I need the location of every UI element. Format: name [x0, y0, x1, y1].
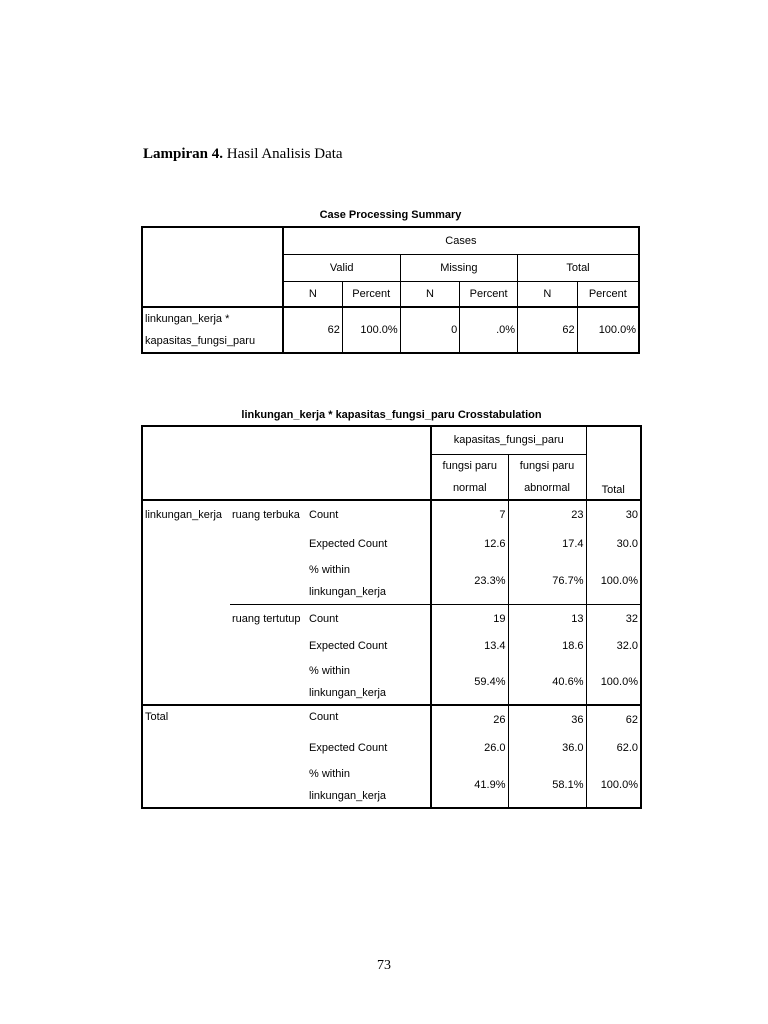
- crosstab-cell: 100.0%: [586, 762, 641, 808]
- cps-total-percent: 100.0%: [577, 307, 639, 353]
- cps-missing-percent: .0%: [460, 307, 518, 353]
- crosstab-empty-cell: [142, 529, 230, 558]
- crosstab-stat-percent: [307, 762, 431, 808]
- crosstab-empty-cell: [142, 604, 230, 705]
- cps-missing-header: Missing: [400, 254, 517, 281]
- crosstab-col-normal-line2: normal: [452, 481, 487, 494]
- page-number: 73: [377, 958, 391, 973]
- case-processing-summary-table: [141, 226, 640, 354]
- crosstab-cell: 30.0: [586, 529, 641, 558]
- crosstab-col-normal-header: [431, 454, 508, 500]
- crosstab-stat-count: Count: [309, 711, 339, 723]
- crosstab-cell: 12.6: [431, 529, 508, 558]
- crosstab-cell: 36: [508, 705, 586, 734]
- crosstab-cell: 7: [431, 500, 508, 529]
- cps-valid-percent: 100.0%: [342, 307, 400, 353]
- crosstab-cell: 13.4: [431, 633, 508, 659]
- crosstab-cell: 32: [586, 604, 641, 633]
- crosstab-cell: 13: [508, 604, 586, 633]
- crosstab-stat-count: Count: [309, 612, 339, 625]
- crosstab-stat-percent-line1: % within: [309, 664, 350, 677]
- crosstab-row-variable: linkungan_kerja: [145, 509, 223, 521]
- cps-valid-percent-header: Percent: [342, 281, 400, 307]
- crosstab-cell: 32.0: [586, 633, 641, 659]
- cps-valid-n: 62: [283, 307, 343, 353]
- crosstab-stat-expected: Expected Count: [309, 742, 388, 754]
- crosstab-cell: 26.0: [431, 734, 508, 762]
- crosstab-cell: 41.9%: [431, 762, 508, 808]
- crosstab-corner-cell: [142, 426, 431, 500]
- crosstab-cell: 100.0%: [586, 659, 641, 705]
- appendix-heading: [143, 146, 343, 163]
- crosstab-header-spacer: [586, 426, 641, 454]
- crosstab-empty-cell: [142, 558, 230, 604]
- crosstab-empty-cell: [142, 762, 307, 808]
- cps-total-n-header: N: [518, 281, 578, 307]
- crosstab-title: linkungan_kerja * kapasitas_fungsi_paru Crosstabulation: [241, 409, 542, 421]
- crosstab-empty-cell: [142, 734, 307, 762]
- crosstab-total-header: Total: [586, 454, 641, 500]
- cps-missing-n-header: N: [400, 281, 460, 307]
- appendix-title: Hasil Analisis Data: [223, 146, 343, 162]
- crosstab-cell: 19: [431, 604, 508, 633]
- crosstab-cell: 23: [508, 500, 586, 529]
- cps-valid-n-header: N: [283, 281, 343, 307]
- crosstab-cell: 100.0%: [586, 558, 641, 604]
- cps-cases-header: Cases: [283, 227, 639, 254]
- crosstab-cell: 18.6: [508, 633, 586, 659]
- crosstab-stat-percent-line1: % within: [309, 563, 350, 576]
- crosstab-group-label: ruang terbuka: [230, 500, 307, 604]
- crosstabulation-table: [141, 425, 642, 809]
- crosstab-cell: 59.4%: [431, 659, 508, 705]
- crosstab-cell: 23.3%: [431, 558, 508, 604]
- crosstab-cell: 30: [586, 500, 641, 529]
- crosstab-cell: 76.7%: [508, 558, 586, 604]
- crosstab-group-label: ruang tertutup: [230, 604, 307, 705]
- crosstab-col-abnormal-header: [508, 454, 586, 500]
- crosstab-column-variable: kapasitas_fungsi_paru: [431, 426, 586, 454]
- crosstab-cell: 17.4: [508, 529, 586, 558]
- cps-row-label-line1: linkungan_kerja *: [145, 313, 230, 325]
- crosstab-stat-expected: Expected Count: [309, 537, 388, 550]
- crosstab-total-label: Total: [145, 711, 169, 723]
- cps-valid-header: Valid: [283, 254, 400, 281]
- crosstab-stat-percent-line2: linkungan_kerja: [309, 585, 387, 598]
- cps-total-n: 62: [518, 307, 578, 353]
- crosstab-cell: 40.6%: [508, 659, 586, 705]
- crosstab-col-abnormal-line2: abnormal: [524, 481, 570, 494]
- crosstab-stat-percent-line1: % within: [309, 767, 350, 780]
- cps-row-label-line2: kapasitas_fungsi_paru: [145, 335, 256, 347]
- crosstab-col-abnormal-line1: fungsi paru: [519, 459, 575, 472]
- crosstab-cell: 62: [586, 705, 641, 734]
- crosstab-stat-percent: [307, 558, 431, 604]
- crosstab-cell: 62.0: [586, 734, 641, 762]
- crosstab-stat-expected: Expected Count: [309, 640, 388, 652]
- cps-corner-cell: [142, 227, 283, 307]
- cps-total-header: Total: [518, 254, 639, 281]
- cps-missing-n: 0: [400, 307, 460, 353]
- cps-row-label: [142, 307, 283, 353]
- crosstab-cell: 58.1%: [508, 762, 586, 808]
- cps-missing-percent-header: Percent: [460, 281, 518, 307]
- crosstab-cell: 26: [431, 705, 508, 734]
- cps-total-percent-header: Percent: [577, 281, 639, 307]
- crosstab-stat-percent-line2: linkungan_kerja: [309, 686, 387, 699]
- appendix-label: Lampiran 4.: [143, 146, 224, 162]
- cps-title: Case Processing Summary: [319, 209, 462, 221]
- crosstab-col-normal-line1: fungsi paru: [442, 459, 497, 472]
- crosstab-stat-count: Count: [309, 509, 339, 521]
- crosstab-stat-percent-line2: linkungan_kerja: [309, 789, 387, 802]
- crosstab-cell: 36.0: [508, 734, 586, 762]
- crosstab-stat-percent: [307, 659, 431, 705]
